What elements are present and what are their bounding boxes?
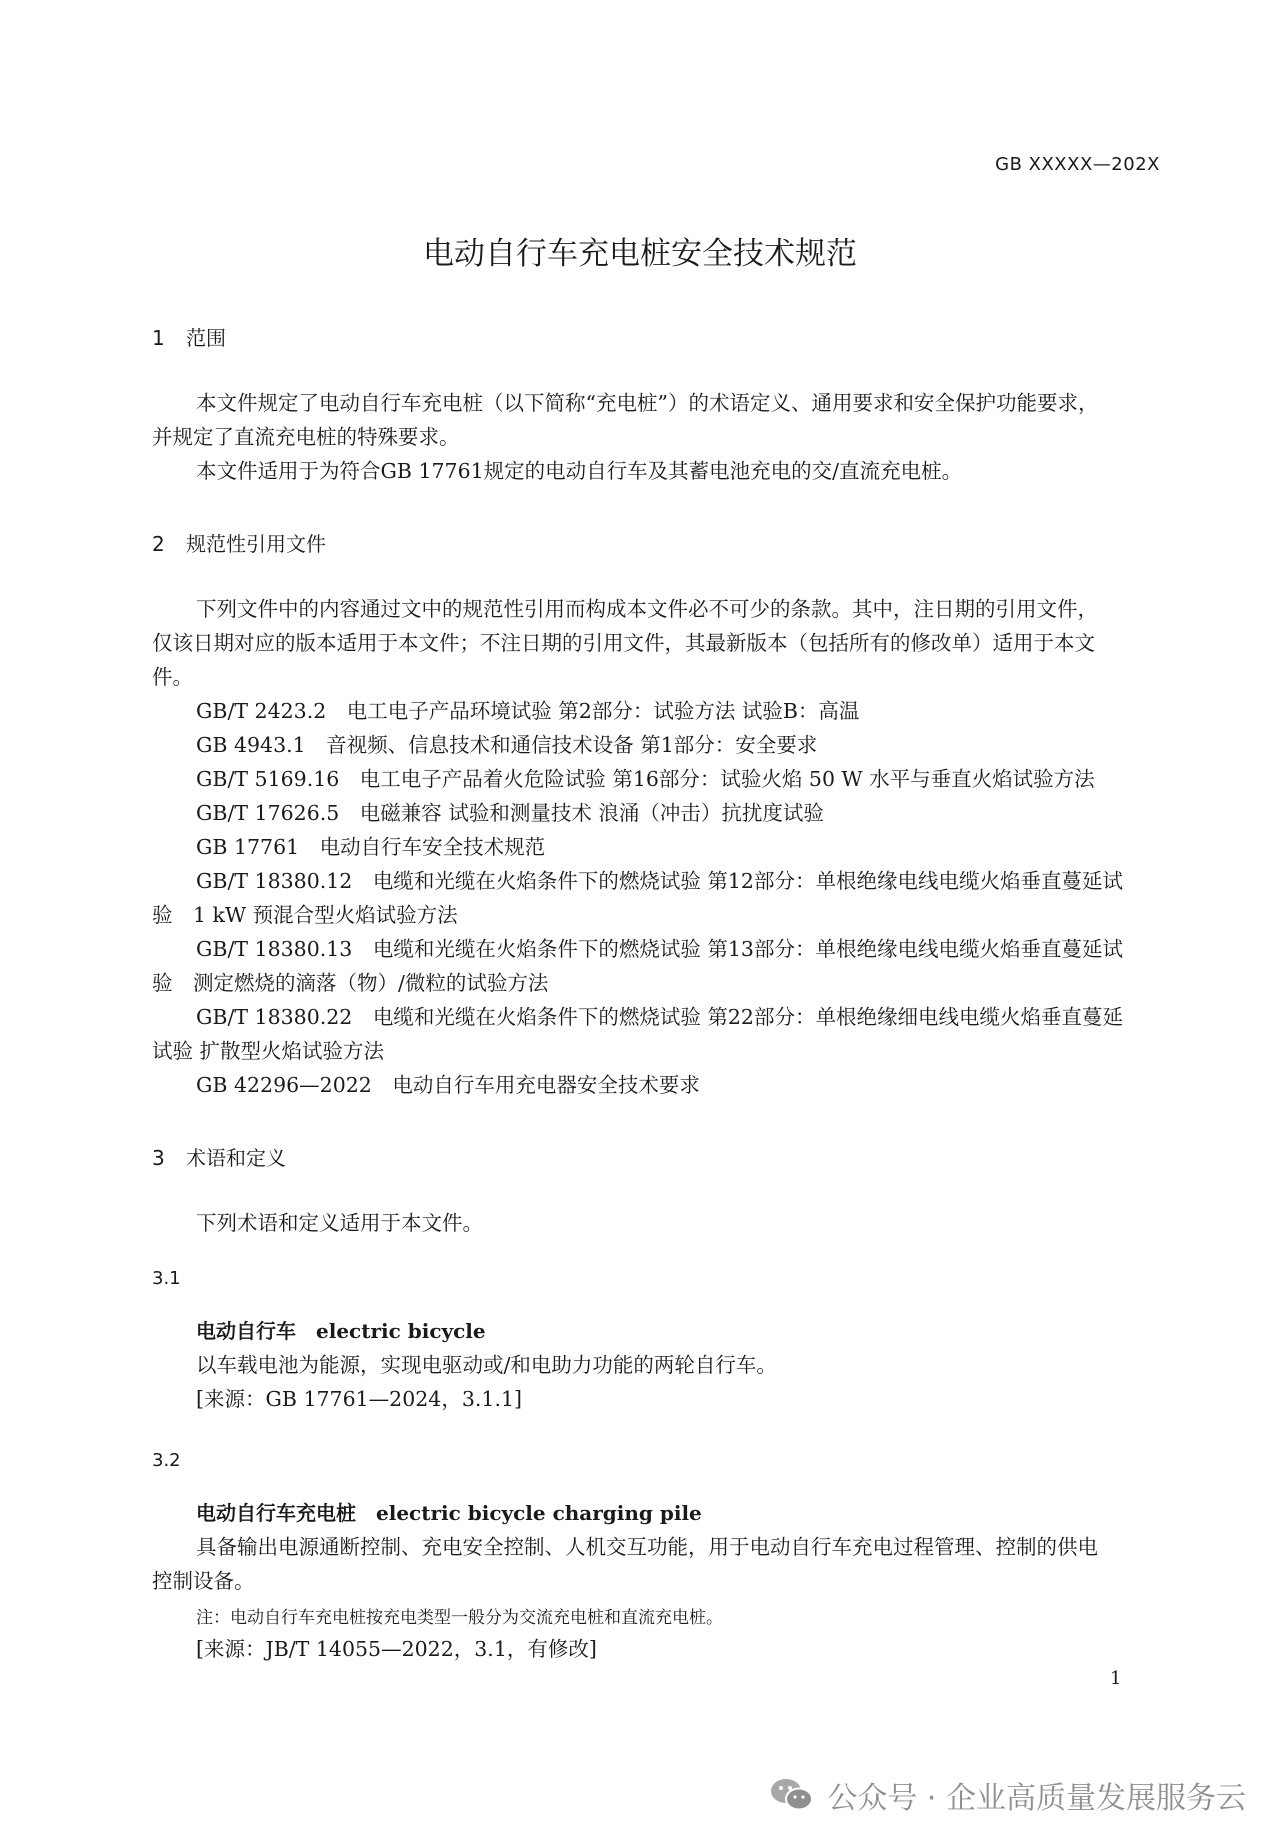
reference-item: GB 4943.1 音视频、信息技术和通信技术设备 第1部分：安全要求 [196,733,818,757]
watermark-footer [769,1773,1246,1817]
reference-item: GB/T 17626.5 电磁兼容 试验和测量技术 浪涌（冲击）抗扰度试验 [196,801,824,825]
term-heading [196,1314,486,1348]
reference-item: GB 17761 电动自行车安全技术规范 [196,835,546,859]
term-definition: 具备输出电源通断控制、充电安全控制、人机交互功能，用于电动自行车充电过程管理、控制的供电 [196,1535,1098,1559]
term-number: 3.1 [152,1268,181,1289]
section-3-heading [152,1142,286,1171]
document-title: 电动自行车充电桩安全技术规范 [423,236,857,272]
section-number: 3 [152,1146,165,1170]
term-definition: 以车载电池为能源，实现电驱动或/和电助力功能的两轮自行车。 [196,1353,777,1377]
term-note: 注：电动自行车充电桩按充电类型一般分为交流充电桩和直流充电桩。 [196,1608,723,1628]
section-title: 术语和定义 [186,1146,286,1170]
reference-item: GB 42296—2022 电动自行车用充电器安全技术要求 [196,1073,700,1097]
reference-item: GB/T 18380.12 电缆和光缆在火焰条件下的燃烧试验 第12部分：单根绝缘电线电缆火焰垂直蔓延试 [196,869,1123,893]
section-2-heading [152,528,326,557]
term-number: 3.2 [152,1450,181,1471]
reference-item: GB/T 5169.16 电工电子产品着火危险试验 第16部分：试验火焰 50 W 水平与垂直火焰试验方法 [196,767,1095,791]
reference-item-continuation: 验 测定燃烧的滴落（物）/微粒的试验方法 [152,971,549,995]
section-title: 范围 [186,326,226,350]
reference-item: GB/T 2423.2 电工电子产品环境试验 第2部分：试验方法 试验B：高温 [196,699,860,723]
section-1-heading [152,322,226,351]
paragraph-line: 下列文件中的内容通过文中的规范性引用而构成本文件必不可少的条款。其中，注日期的引用文件， [196,597,1098,621]
page-number: 1 [1110,1668,1122,1689]
term-chinese: 电动自行车充电桩 [196,1501,356,1525]
paragraph-line: 下列术语和定义适用于本文件。 [196,1211,483,1235]
standard-number: GB XXXXX—202X [995,154,1160,175]
watermark-text: 公众号 · 企业高质量发展服务云 [827,1781,1246,1816]
term-heading [196,1496,702,1530]
section-title: 规范性引用文件 [186,532,326,556]
section-number: 2 [152,532,165,556]
reference-item-continuation: 验 1 kW 预混合型火焰试验方法 [152,903,458,927]
term-english: electric bicycle [316,1319,486,1343]
section-number: 1 [152,326,165,350]
reference-item: GB/T 18380.22 电缆和光缆在火焰条件下的燃烧试验 第22部分：单根绝缘细电线电缆火焰垂直蔓延 [196,1005,1123,1029]
paragraph-line: 本文件适用于为符合GB 17761规定的电动自行车及其蓄电池充电的交/直流充电桩。 [196,459,963,483]
paragraph-line: 本文件规定了电动自行车充电桩（以下简称“充电桩”）的术语定义、通用要求和安全保护功能要求， [196,391,1099,415]
reference-item-continuation: 试验 扩散型火焰试验方法 [152,1039,385,1063]
wechat-icon [769,1776,815,1814]
term-source: [来源：JB/T 14055—2022，3.1，有修改] [196,1637,597,1661]
paragraph-line: 件。 [152,665,193,689]
term-chinese: 电动自行车 [196,1319,296,1343]
reference-item: GB/T 18380.13 电缆和光缆在火焰条件下的燃烧试验 第13部分：单根绝缘电线电缆火焰垂直蔓延试 [196,937,1123,961]
term-definition: 控制设备。 [152,1569,255,1593]
term-source: [来源：GB 17761—2024，3.1.1] [196,1387,522,1411]
paragraph-line: 并规定了直流充电桩的特殊要求。 [152,425,460,449]
paragraph-line: 仅该日期对应的版本适用于本文件；不注日期的引用文件，其最新版本（包括所有的修改单）适用于本文 [152,631,1095,655]
term-english: electric bicycle charging pile [376,1501,702,1525]
